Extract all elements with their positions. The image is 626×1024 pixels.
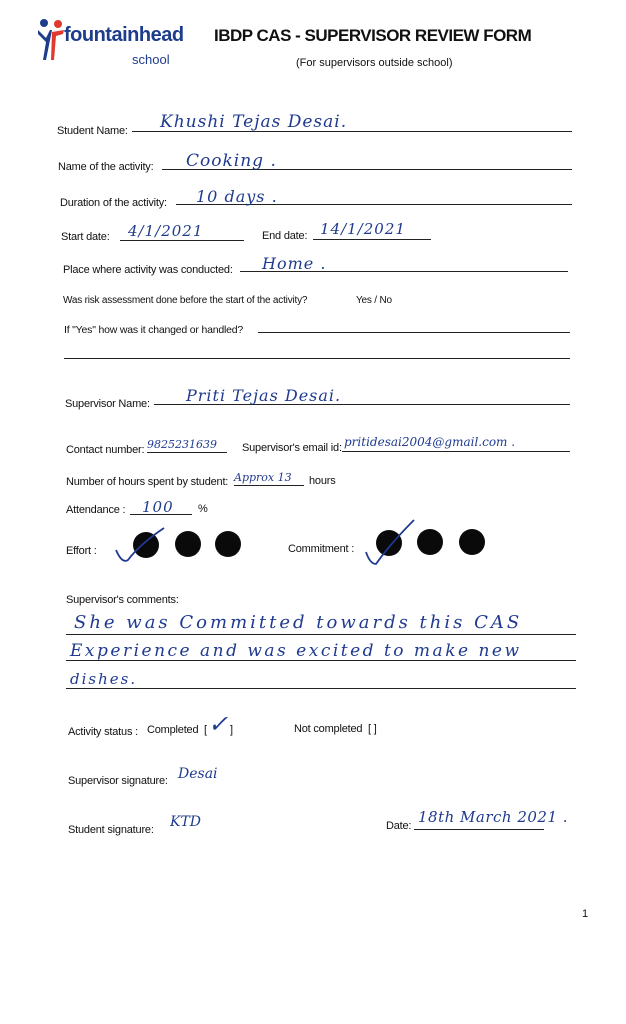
not-completed-box[interactable]: [ ]: [368, 723, 377, 735]
completed-box-close: ]: [230, 724, 233, 736]
date-label: Date:: [386, 820, 412, 832]
duration-value: 10 days .: [196, 187, 278, 206]
place-label: Place where activity was conducted:: [63, 264, 233, 276]
effort-dot-2[interactable]: [175, 531, 201, 557]
page-title: IBDP CAS - SUPERVISOR REVIEW FORM: [214, 26, 532, 45]
activity-value: Cooking .: [186, 151, 277, 171]
if-yes-label: If "Yes" how was it changed or handled?: [64, 324, 244, 336]
date-line: [414, 829, 544, 830]
not-completed-label: Not completed: [294, 723, 363, 735]
email-line: [342, 451, 570, 452]
if-yes-line-1: [258, 332, 570, 333]
page-number: 1: [582, 908, 588, 920]
start-date-value: 4/1/2021: [128, 222, 204, 240]
effort-check-icon: [112, 524, 172, 568]
end-date-label: End date:: [262, 230, 308, 242]
comment-text-3: dishes.: [70, 670, 138, 688]
email-label: Supervisor's email id:: [242, 442, 342, 454]
logo-name: fountainhead: [64, 24, 184, 46]
attendance-label: Attendance :: [66, 504, 126, 516]
if-yes-line-2: [64, 358, 570, 359]
student-name-label: Student Name:: [57, 125, 128, 137]
hours-label: Number of hours spent by student:: [66, 476, 229, 488]
effort-dot-3[interactable]: [215, 531, 241, 557]
comment-text-2: Experience and was excited to make new: [70, 641, 522, 661]
supervisor-signature-label: Supervisor signature:: [68, 775, 168, 787]
contact-value: 9825231639: [147, 438, 217, 451]
logo-sub: school: [132, 52, 170, 67]
date-value: 18th March 2021 .: [418, 808, 569, 826]
hours-value: Approx 13: [234, 471, 292, 484]
logo: [36, 16, 184, 72]
completed-check-icon: ✓: [208, 710, 230, 738]
attendance-value: 100: [142, 498, 174, 516]
place-value: Home .: [262, 254, 327, 273]
supervisor-name-label: Supervisor Name:: [65, 398, 150, 410]
logo-figure-icon: [36, 18, 66, 62]
start-date-label: Start date:: [61, 231, 110, 243]
supervisor-signature: Desai: [178, 766, 218, 782]
status-label: Activity status :: [68, 726, 138, 738]
student-signature-label: Student signature:: [68, 824, 154, 836]
supervisor-name-value: Priti Tejas Desai.: [186, 386, 342, 405]
effort-label: Effort :: [66, 545, 97, 557]
risk-options: Yes / No: [356, 295, 392, 306]
contact-line: [147, 452, 227, 453]
student-name-value: Khushi Tejas Desai.: [160, 112, 348, 132]
contact-label: Contact number:: [66, 444, 145, 456]
attendance-unit: %: [198, 503, 208, 515]
student-signature: KTD: [170, 814, 202, 830]
activity-label: Name of the activity:: [58, 161, 154, 173]
end-date-value: 14/1/2021: [320, 220, 406, 238]
commitment-check-icon: [364, 514, 424, 570]
hours-line: [234, 485, 304, 486]
email-value: pritidesai2004@gmail.com .: [344, 435, 516, 449]
comments-label: Supervisor's comments:: [66, 594, 179, 606]
commitment-dot-3[interactable]: [459, 529, 485, 555]
risk-label: Was risk assessment done before the start of the activity?: [63, 295, 308, 306]
comment-text-1: She was Committed towards this CAS: [74, 612, 523, 633]
start-date-line: [120, 240, 244, 241]
completed-box-open[interactable]: [: [204, 724, 207, 736]
commitment-label: Commitment :: [288, 543, 355, 555]
comment-line-1: [66, 634, 576, 635]
duration-label: Duration of the activity:: [60, 197, 167, 209]
hours-unit: hours: [309, 475, 336, 487]
completed-label: Completed: [147, 724, 199, 736]
end-date-line: [313, 239, 431, 240]
page-subtitle: (For supervisors outside school): [296, 57, 453, 69]
comment-line-3: [66, 688, 576, 689]
